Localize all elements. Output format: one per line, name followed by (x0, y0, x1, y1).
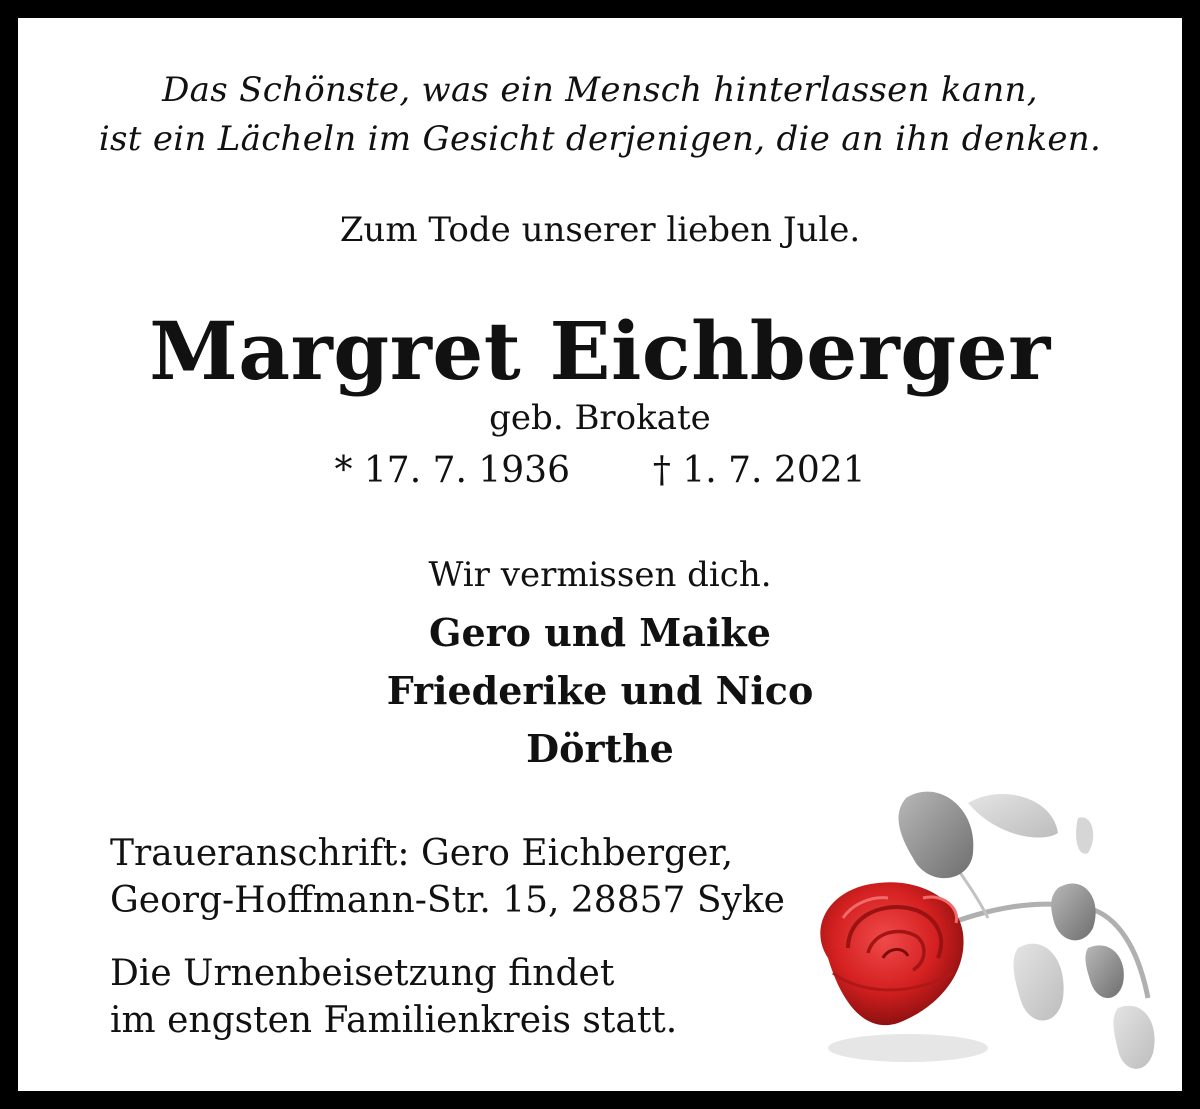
mourner-3: Dörthe (526, 726, 674, 771)
death-date: † 1. 7. 2021 (652, 450, 866, 491)
life-dates (18, 450, 1182, 491)
rose-flower-shape (820, 882, 963, 1025)
address-line-2: Georg-Hoffmann-Str. 15, 28857 Syke (110, 880, 785, 921)
mourner-1: Gero und Maike (429, 610, 771, 655)
birth-name: geb. Brokate (489, 398, 711, 438)
notice-line-2: im engsten Familienkreis statt. (110, 1000, 678, 1041)
rose-image (788, 758, 1168, 1088)
message-text: Wir vermissen dich. (428, 555, 772, 595)
birth-date: * 17. 7. 1936 (334, 450, 570, 491)
leaf-shape (899, 792, 974, 878)
quote-line-2: ist ein Lächeln im Gesicht derjenigen, die an ihn denken. (98, 119, 1102, 159)
intro-text: Zum Tode unserer lieben Jule. (339, 210, 861, 250)
quote-line-1: Das Schönste, was ein Mensch hinterlassen kann, (162, 70, 1038, 110)
burial-notice (110, 950, 677, 1044)
notice-line-1: Die Urnenbeisetzung findet (110, 953, 615, 994)
deceased-name: Margret Eichberger (149, 304, 1051, 398)
mourning-address (110, 830, 785, 924)
mourner-2: Friederike und Nico (386, 668, 814, 713)
address-line-1: Traueranschrift: Gero Eichberger, (110, 833, 734, 874)
